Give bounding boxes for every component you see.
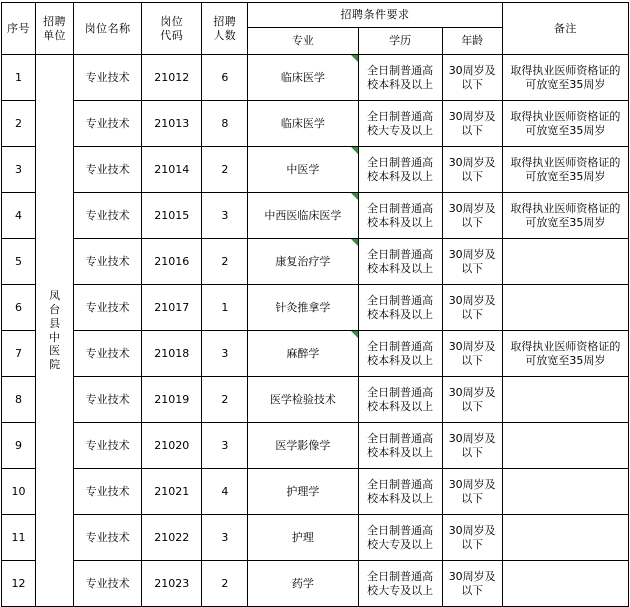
cell-education-line: 全日制普通高 [367, 339, 434, 353]
cell-post: 专业技术 [74, 147, 142, 193]
header-unit [36, 3, 74, 55]
header-education: 学历 [358, 28, 442, 55]
cell-education-line: 全日制普通高 [367, 385, 434, 399]
cell-count: 6 [202, 55, 248, 101]
cell-post: 专业技术 [74, 561, 142, 607]
cell-age [442, 515, 502, 561]
table-row [2, 239, 629, 285]
cell-count: 2 [202, 561, 248, 607]
cell-post: 专业技术 [74, 101, 142, 147]
cell-age [442, 331, 502, 377]
cell-age-line: 以下 [461, 353, 484, 367]
cell-post: 专业技术 [74, 285, 142, 331]
cell-code: 21023 [142, 561, 202, 607]
cell-education [358, 193, 442, 239]
cell-seq: 9 [2, 423, 36, 469]
cell-post: 专业技术 [74, 515, 142, 561]
cell-age-line: 以下 [461, 583, 484, 597]
cell-post: 专业技术 [74, 239, 142, 285]
cell-education-line: 全日制普通高 [367, 293, 434, 307]
cell-age-line: 以下 [461, 537, 484, 551]
header-count-line1: 招聘 [213, 14, 237, 28]
cell-note [502, 469, 628, 515]
header-age: 年龄 [442, 28, 502, 55]
cell-post: 专业技术 [74, 423, 142, 469]
cell-education-line: 校本科及以上 [367, 445, 434, 459]
cell-education-line: 全日制普通高 [367, 201, 434, 215]
cell-education-line: 校本科及以上 [367, 77, 434, 91]
cell-major: 麻醉学 [248, 331, 358, 377]
table-row [2, 55, 629, 101]
header-post: 岗位名称 [74, 3, 142, 55]
cell-education-line: 全日制普通高 [367, 155, 434, 169]
cell-major: 护理学 [248, 469, 358, 515]
cell-seq: 12 [2, 561, 36, 607]
cell-education [358, 423, 442, 469]
cell-age-line: 30周岁及 [448, 339, 496, 353]
cell-education-line: 校大专及以上 [367, 583, 434, 597]
table-row [2, 331, 629, 377]
cell-education-line: 全日制普通高 [367, 523, 434, 537]
cell-note [502, 561, 628, 607]
cell-education-line: 校大专及以上 [367, 537, 434, 551]
cell-note-line: 取得执业医师资格证的 [510, 201, 621, 215]
table-row [2, 377, 629, 423]
cell-note [502, 423, 628, 469]
cell-seq: 5 [2, 239, 36, 285]
cell-education [358, 285, 442, 331]
cell-age-line: 30周岁及 [448, 109, 496, 123]
cell-age-line: 30周岁及 [448, 385, 496, 399]
table-row [2, 561, 629, 607]
cell-education-line: 校本科及以上 [367, 491, 434, 505]
cell-age-line: 30周岁及 [448, 155, 496, 169]
cell-post: 专业技术 [74, 55, 142, 101]
cell-seq: 7 [2, 331, 36, 377]
cell-education-line: 全日制普通高 [367, 247, 434, 261]
cell-age-line: 以下 [461, 261, 484, 275]
cell-age [442, 239, 502, 285]
cell-seq: 10 [2, 469, 36, 515]
cell-major: 护理 [248, 515, 358, 561]
cell-education [358, 331, 442, 377]
cell-code: 21015 [142, 193, 202, 239]
cell-major: 中医学 [248, 147, 358, 193]
cell-note [502, 239, 628, 285]
cell-post: 专业技术 [74, 193, 142, 239]
header-count [202, 3, 248, 55]
cell-age-line: 30周岁及 [448, 247, 496, 261]
cell-major: 医学检验技术 [248, 377, 358, 423]
cell-code: 21018 [142, 331, 202, 377]
cell-age-line: 30周岁及 [448, 569, 496, 583]
cell-count: 4 [202, 469, 248, 515]
cell-note-line: 可放宽至35周岁 [525, 77, 606, 91]
cell-note [502, 147, 628, 193]
cell-note [502, 193, 628, 239]
cell-age-line: 以下 [461, 399, 484, 413]
cell-education [358, 377, 442, 423]
cell-age [442, 147, 502, 193]
header-count-line2: 人数 [213, 28, 237, 42]
header-unit-line1: 招聘 [43, 14, 67, 28]
cell-seq: 4 [2, 193, 36, 239]
cell-major: 医学影像学 [248, 423, 358, 469]
cell-note-line: 取得执业医师资格证的 [510, 339, 621, 353]
cell-code: 21012 [142, 55, 202, 101]
cell-count: 3 [202, 193, 248, 239]
cell-note-line: 可放宽至35周岁 [525, 123, 606, 137]
cell-education [358, 561, 442, 607]
cell-note [502, 55, 628, 101]
cell-education [358, 147, 442, 193]
cell-count: 1 [202, 285, 248, 331]
cell-major: 临床医学 [248, 55, 358, 101]
spreadsheet-sheet [0, 2, 630, 597]
cell-age-line: 30周岁及 [448, 293, 496, 307]
cell-age-line: 以下 [461, 491, 484, 505]
cell-count: 8 [202, 101, 248, 147]
cell-age [442, 55, 502, 101]
header-note: 备注 [502, 3, 628, 55]
cell-post: 专业技术 [74, 377, 142, 423]
table-row [2, 423, 629, 469]
cell-count: 3 [202, 515, 248, 561]
cell-age-line: 以下 [461, 123, 484, 137]
table-row [2, 469, 629, 515]
cell-age-line: 30周岁及 [448, 201, 496, 215]
cell-age [442, 377, 502, 423]
header-code-line1: 岗位 [160, 14, 184, 28]
table-header-row-1 [2, 3, 629, 28]
cell-code: 21017 [142, 285, 202, 331]
cell-code: 21020 [142, 423, 202, 469]
cell-education-line: 全日制普通高 [367, 477, 434, 491]
cell-age-line: 以下 [461, 215, 484, 229]
cell-education-line: 校大专及以上 [367, 123, 434, 137]
cell-seq: 1 [2, 55, 36, 101]
cell-age-line: 30周岁及 [448, 523, 496, 537]
cell-note [502, 377, 628, 423]
cell-age [442, 101, 502, 147]
recruitment-table [1, 2, 629, 607]
cell-age [442, 423, 502, 469]
cell-note-line: 可放宽至35周岁 [525, 169, 606, 183]
cell-note-line: 取得执业医师资格证的 [510, 155, 621, 169]
cell-major: 临床医学 [248, 101, 358, 147]
header-seq: 序号 [2, 3, 36, 55]
cell-seq: 6 [2, 285, 36, 331]
cell-code: 21022 [142, 515, 202, 561]
cell-education [358, 55, 442, 101]
cell-seq: 11 [2, 515, 36, 561]
cell-count: 2 [202, 377, 248, 423]
table-row [2, 515, 629, 561]
cell-age-line: 30周岁及 [448, 431, 496, 445]
cell-education [358, 515, 442, 561]
cell-education-line: 校本科及以上 [367, 169, 434, 183]
cell-seq: 8 [2, 377, 36, 423]
cell-code: 21013 [142, 101, 202, 147]
cell-age [442, 193, 502, 239]
cell-seq: 2 [2, 101, 36, 147]
table-row [2, 193, 629, 239]
cell-education [358, 239, 442, 285]
cell-age [442, 469, 502, 515]
header-code [142, 3, 202, 55]
cell-age [442, 285, 502, 331]
cell-age-line: 30周岁及 [448, 477, 496, 491]
cell-education-line: 校本科及以上 [367, 261, 434, 275]
cell-count: 3 [202, 423, 248, 469]
cell-major: 中西医临床医学 [248, 193, 358, 239]
cell-code: 21019 [142, 377, 202, 423]
cell-education-line: 校本科及以上 [367, 307, 434, 321]
cell-note-line: 可放宽至35周岁 [525, 215, 606, 229]
cell-note-line: 取得执业医师资格证的 [510, 109, 621, 123]
cell-unit [36, 55, 74, 607]
header-major: 专业 [248, 28, 358, 55]
cell-post: 专业技术 [74, 331, 142, 377]
cell-age-line: 以下 [461, 169, 484, 183]
cell-age-line: 以下 [461, 77, 484, 91]
cell-education-line: 校本科及以上 [367, 399, 434, 413]
cell-count: 2 [202, 147, 248, 193]
cell-education [358, 469, 442, 515]
cell-education-line: 全日制普通高 [367, 63, 434, 77]
cell-note [502, 101, 628, 147]
cell-age-line: 以下 [461, 307, 484, 321]
cell-code: 21016 [142, 239, 202, 285]
cell-note-line: 取得执业医师资格证的 [510, 63, 621, 77]
cell-note [502, 515, 628, 561]
cell-education-line: 校本科及以上 [367, 215, 434, 229]
cell-count: 3 [202, 331, 248, 377]
cell-education-line: 全日制普通高 [367, 431, 434, 445]
header-unit-line2: 单位 [43, 28, 67, 42]
cell-age [442, 561, 502, 607]
cell-note-line: 可放宽至35周岁 [525, 353, 606, 367]
header-code-line2: 代码 [160, 28, 184, 42]
cell-education-line: 全日制普通高 [367, 109, 434, 123]
cell-education [358, 101, 442, 147]
cell-unit-text: 凤台县中医院 [49, 289, 61, 371]
cell-major: 康复治疗学 [248, 239, 358, 285]
table-row [2, 147, 629, 193]
cell-education-line: 全日制普通高 [367, 569, 434, 583]
cell-code: 21021 [142, 469, 202, 515]
cell-note [502, 285, 628, 331]
header-conditions: 招聘条件要求 [248, 3, 502, 28]
cell-count: 2 [202, 239, 248, 285]
cell-post: 专业技术 [74, 469, 142, 515]
cell-seq: 3 [2, 147, 36, 193]
table-row [2, 101, 629, 147]
cell-major: 药学 [248, 561, 358, 607]
cell-age-line: 30周岁及 [448, 63, 496, 77]
cell-age-line: 以下 [461, 445, 484, 459]
cell-education-line: 校本科及以上 [367, 353, 434, 367]
cell-code: 21014 [142, 147, 202, 193]
table-row [2, 285, 629, 331]
cell-major: 针灸推拿学 [248, 285, 358, 331]
cell-note [502, 331, 628, 377]
